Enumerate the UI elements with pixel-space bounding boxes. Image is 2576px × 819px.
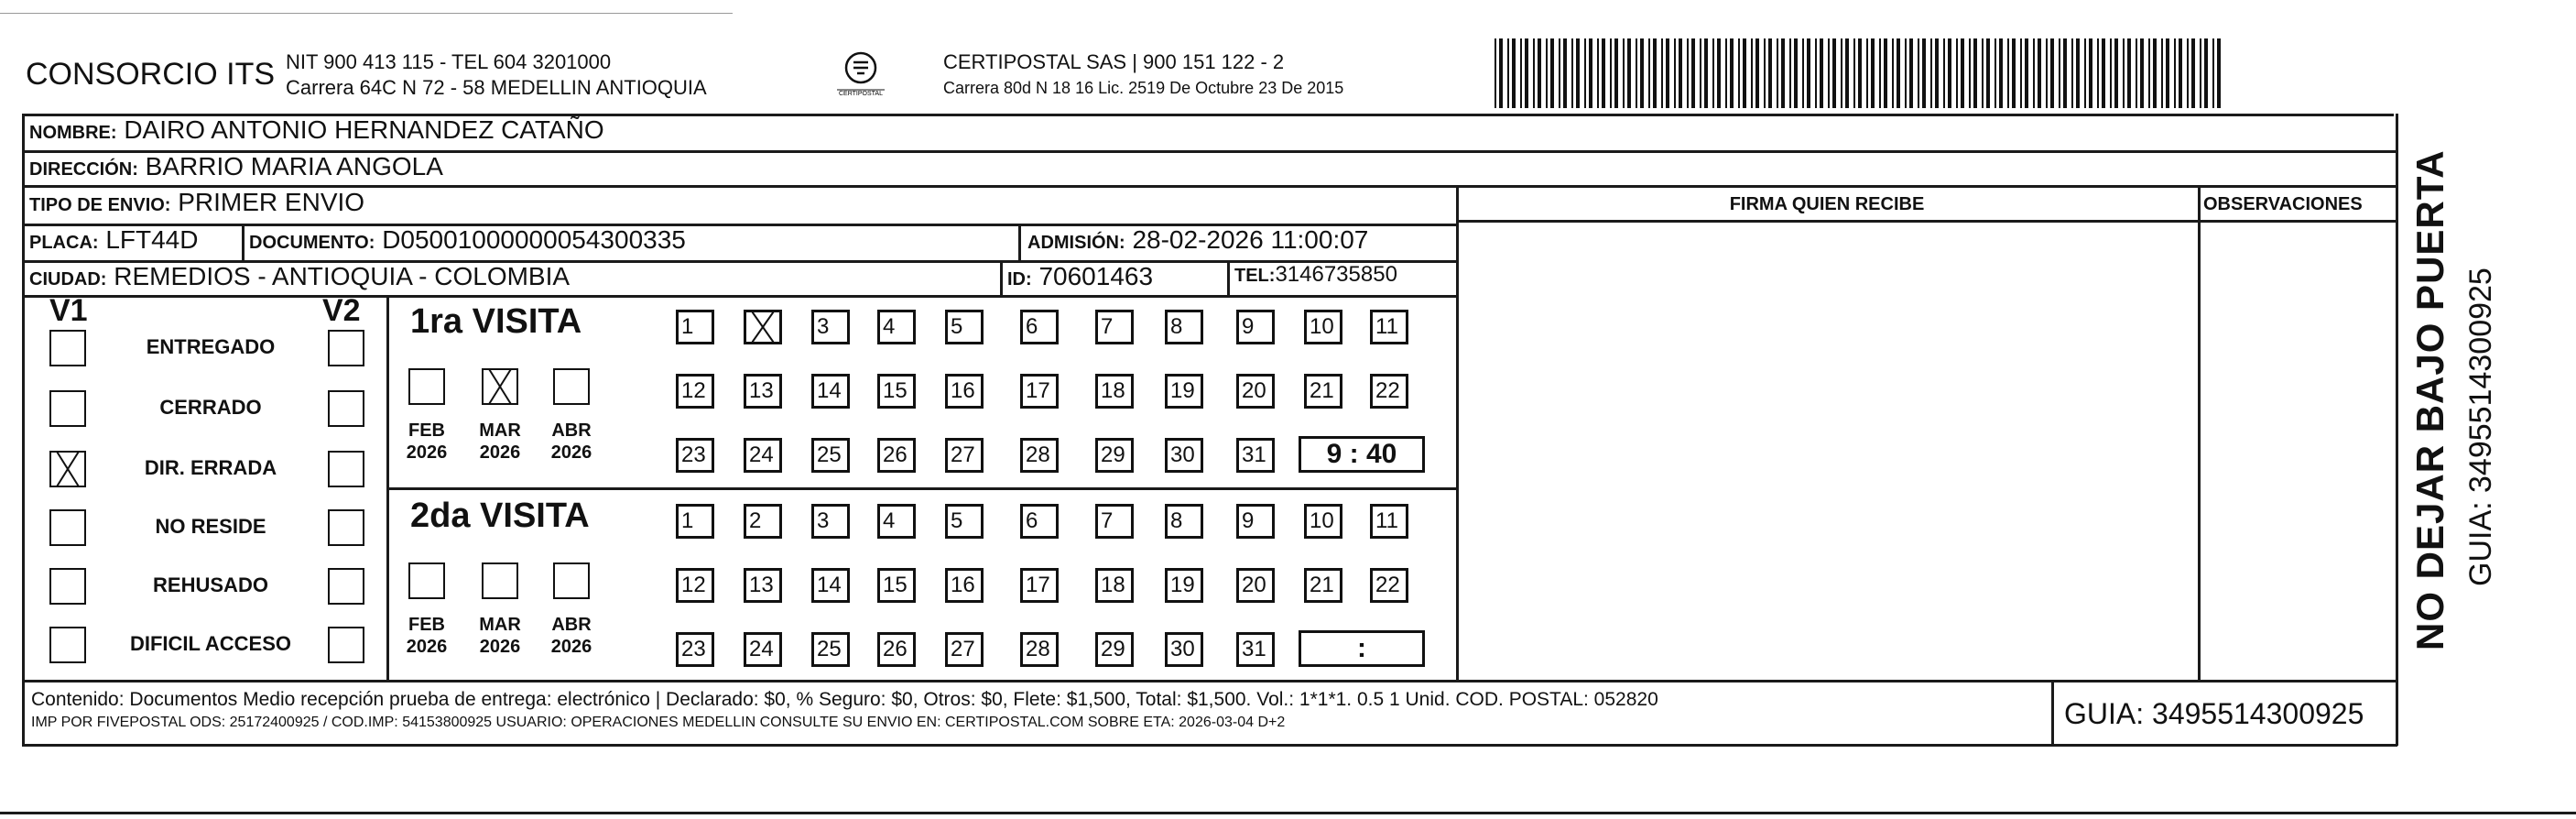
month-name: ABR [551,615,592,635]
hour-box[interactable]: : [1299,630,1425,667]
tel-label: TEL: [1234,266,1276,286]
day-box[interactable]: 12 [676,374,714,409]
day-box[interactable]: 22 [1370,568,1408,603]
day-box[interactable]: 28 [1020,632,1059,667]
firma-divider [1456,185,1459,680]
day-box[interactable]: 27 [945,438,984,473]
day-box[interactable]: 2 [744,504,782,539]
month-label [546,420,597,464]
certipostal-logo [833,48,888,104]
firma-header: FIRMA QUIEN RECIBE [1729,194,1925,214]
day-box[interactable]: 24 [744,438,782,473]
day-box[interactable]: 13 [744,374,782,409]
documento-label: DOCUMENTO: [249,233,375,253]
certi-address: Carrera 80d N 18 16 Lic. 2519 De Octubre 23 De 2015 [943,79,1344,97]
guia-number: GUIA: 3495514300925 [2064,697,2364,730]
v1-checkbox[interactable] [49,330,86,366]
tipo-label: TIPO DE ENVIO: [29,195,171,215]
ciudad-label: CIUDAD: [29,269,107,289]
day-box[interactable]: 1 [676,504,714,539]
direccion-value: BARRIO MARIA ANGOLA [145,152,443,180]
day-box[interactable]: 4 [877,504,916,539]
admision-label: ADMISIÓN: [1027,233,1125,253]
day-box[interactable]: 14 [811,568,850,603]
day-box[interactable]: 14 [811,374,850,409]
day-box[interactable]: 12 [676,568,714,603]
visit-divider [386,487,1456,490]
day-box[interactable]: 15 [877,374,916,409]
v2-checkbox[interactable] [328,627,364,663]
top-rule [0,13,733,14]
nombre-label: NOMBRE: [29,123,117,143]
day-box[interactable]: 29 [1095,438,1134,473]
v1-checkbox[interactable] [49,627,86,663]
status-label: CERRADO [159,396,262,419]
day-box[interactable]: 1 [676,310,714,344]
observaciones-header: OBSERVACIONES [2203,194,2363,214]
day-box[interactable]: 18 [1095,568,1134,603]
contenido-text: Contenido: Documentos Medio recepción prueba de entrega: electrónico | Declarado: $0, % Seguro: $0, Otros: $0, Flete: $1,500, Total: $1,500. Vol.: 1*1*1. 0.5 1 Unid. COD. POSTAL: 052820 [31,689,1658,710]
guia-divider [2051,680,2054,744]
row-line-2 [22,185,2397,188]
observaciones-divider [2198,185,2201,680]
ciudad-id-divider [1000,260,1003,295]
day-box[interactable]: 3 [811,310,850,344]
month-checkbox[interactable] [553,562,590,599]
v2-header: V2 [322,293,361,328]
day-box[interactable]: 20 [1236,374,1275,409]
month-year: 2026 [479,442,521,463]
side-guia: GUIA: 3495514300925 [2463,268,2498,586]
v2-checkbox[interactable] [328,568,364,605]
day-box[interactable]: 30 [1165,438,1203,473]
month-year: 2026 [406,637,448,657]
month-checkbox[interactable] [482,368,518,405]
day-box[interactable]: 7 [1095,504,1134,539]
day-box[interactable]: 31 [1236,438,1275,473]
v2-checkbox[interactable] [328,451,364,487]
month-checkbox[interactable] [408,368,445,405]
ciudad-cell [29,262,570,291]
day-box[interactable]: 20 [1236,568,1275,603]
admision-value: 28-02-2026 11:00:07 [1132,225,1369,254]
no-dejar-bajo-puerta: NO DEJAR BAJO PUERTA [2408,149,2451,650]
row-line-3b [1456,220,2397,223]
placa-cell [29,225,198,255]
day-box[interactable]: 5 [945,504,984,539]
logo-text: CERTIPOSTAL [839,91,883,97]
v1-checkbox[interactable] [49,451,86,487]
day-box[interactable]: 8 [1165,310,1203,344]
day-box[interactable]: 25 [811,438,850,473]
row-line-footer [22,680,2397,682]
status-label: REHUSADO [153,573,268,596]
day-box[interactable]: 5 [945,310,984,344]
day-box[interactable]: 26 [877,632,916,667]
day-box[interactable]: 6 [1020,504,1059,539]
day-box[interactable]: 4 [877,310,916,344]
day-box[interactable]: 16 [945,374,984,409]
tipo-value: PRIMER ENVIO [178,188,365,216]
id-value: 70601463 [1038,262,1154,290]
v2-checkbox[interactable] [328,390,364,427]
day-box[interactable]: 21 [1304,374,1342,409]
day-box[interactable]: 8 [1165,504,1203,539]
placa-doc-divider [242,224,245,260]
visit-title: 1ra VISITA [410,302,582,341]
day-box[interactable]: 26 [877,438,916,473]
day-box[interactable]: 11 [1370,310,1408,344]
month-year: 2026 [479,637,521,657]
day-box[interactable]: 7 [1095,310,1134,344]
day-box[interactable]: 9 [1236,310,1275,344]
outer-bottom-rule [0,812,2576,814]
month-label [474,420,526,464]
imp-text: IMP POR FIVEPOSTAL ODS: 25172400925 / COD.IMP: 54153800925 USUARIO: OPERACIONES MEDELLIN CONSULTE SU ENVIO EN: CERTIPOSTAL.COM SOBRE ETA: 2026-03-04 D+2 [31,715,1286,730]
v1-header: V1 [49,293,88,328]
day-box[interactable]: 10 [1304,310,1342,344]
doc-admision-divider [1018,224,1021,260]
month-name: FEB [408,615,445,635]
status-label: NO RESIDE [155,515,266,538]
month-name: MAR [479,615,521,635]
day-box[interactable]: 24 [744,632,782,667]
month-label [401,614,452,658]
hour-box[interactable]: 9 : 40 [1299,436,1425,473]
nombre-row [29,115,604,145]
status-label: DIFICIL ACCESO [129,632,291,655]
status-label: ENTREGADO [146,335,276,358]
ciudad-value: REMEDIOS - ANTIOQUIA - COLOMBIA [114,262,571,290]
day-box[interactable]: 29 [1095,632,1134,667]
day-box[interactable]: 17 [1020,374,1059,409]
day-box[interactable]: 11 [1370,504,1408,539]
v1-checkbox[interactable] [49,509,86,546]
address-line: Carrera 64C N 72 - 58 MEDELLIN ANTIOQUIA [286,76,707,99]
month-label [474,614,526,658]
month-name: MAR [479,420,521,441]
month-label [401,420,452,464]
v2-checkbox[interactable] [328,330,364,366]
month-checkbox[interactable] [553,368,590,405]
frame-right [2396,114,2398,746]
month-name: ABR [551,420,592,441]
placa-value: LFT44D [105,225,199,254]
frame-left [22,114,25,746]
day-box[interactable]: 3 [811,504,850,539]
barcode [1495,38,2222,108]
direccion-row [29,152,443,181]
id-label: ID: [1007,269,1032,289]
day-box[interactable]: 31 [1236,632,1275,667]
tipo-row [29,188,364,217]
certi-line: CERTIPOSTAL SAS | 900 151 122 - 2 [943,50,1285,73]
day-box[interactable]: 18 [1095,374,1134,409]
day-box[interactable]: 15 [877,568,916,603]
day-box[interactable]: 16 [945,568,984,603]
month-checkbox[interactable] [482,562,518,599]
month-year: 2026 [550,637,592,657]
day-box[interactable]: 27 [945,632,984,667]
v1-checkbox[interactable] [49,568,86,605]
day-box[interactable]: 22 [1370,374,1408,409]
day-box[interactable]: 28 [1020,438,1059,473]
day-box[interactable]: 19 [1165,374,1203,409]
day-box[interactable]: 17 [1020,568,1059,603]
placa-label: PLACA: [29,233,99,253]
month-year: 2026 [406,442,448,463]
tel-cell [1234,262,1397,288]
status-label: DIR. ERRADA [144,456,277,479]
row-line-5 [22,295,1456,298]
day-box[interactable]: 10 [1304,504,1342,539]
v1-checkbox[interactable] [49,390,86,427]
day-box[interactable]: 6 [1020,310,1059,344]
direccion-label: DIRECCIÓN: [29,159,138,180]
month-label [546,614,597,658]
day-box[interactable]: 30 [1165,632,1203,667]
nit-line: NIT 900 413 115 - TEL 604 3201000 [286,50,612,73]
company-info [286,49,707,101]
day-box[interactable] [744,310,782,344]
month-year: 2026 [550,442,592,463]
day-box[interactable]: 9 [1236,504,1275,539]
day-box[interactable]: 21 [1304,568,1342,603]
documento-cell [249,225,686,255]
month-name: FEB [408,420,445,441]
id-tel-divider [1227,260,1230,295]
documento-value: D05001000000054300335 [382,225,686,254]
day-box[interactable]: 23 [676,632,714,667]
id-cell [1007,262,1153,291]
visit-title: 2da VISITA [410,497,590,535]
nombre-value: DAIRO ANTONIO HERNANDEZ CATAÑO [124,115,604,144]
day-box[interactable]: 25 [811,632,850,667]
day-box[interactable]: 13 [744,568,782,603]
day-box[interactable]: 23 [676,438,714,473]
certipostal-info [943,49,1343,101]
frame-bottom [22,744,2397,747]
month-checkbox[interactable] [408,562,445,599]
tel-value: 3146735850 [1275,262,1397,287]
day-box[interactable]: 19 [1165,568,1203,603]
admision-cell [1027,225,1368,255]
v2-checkbox[interactable] [328,509,364,546]
company-name: CONSORCIO ITS [26,57,276,92]
